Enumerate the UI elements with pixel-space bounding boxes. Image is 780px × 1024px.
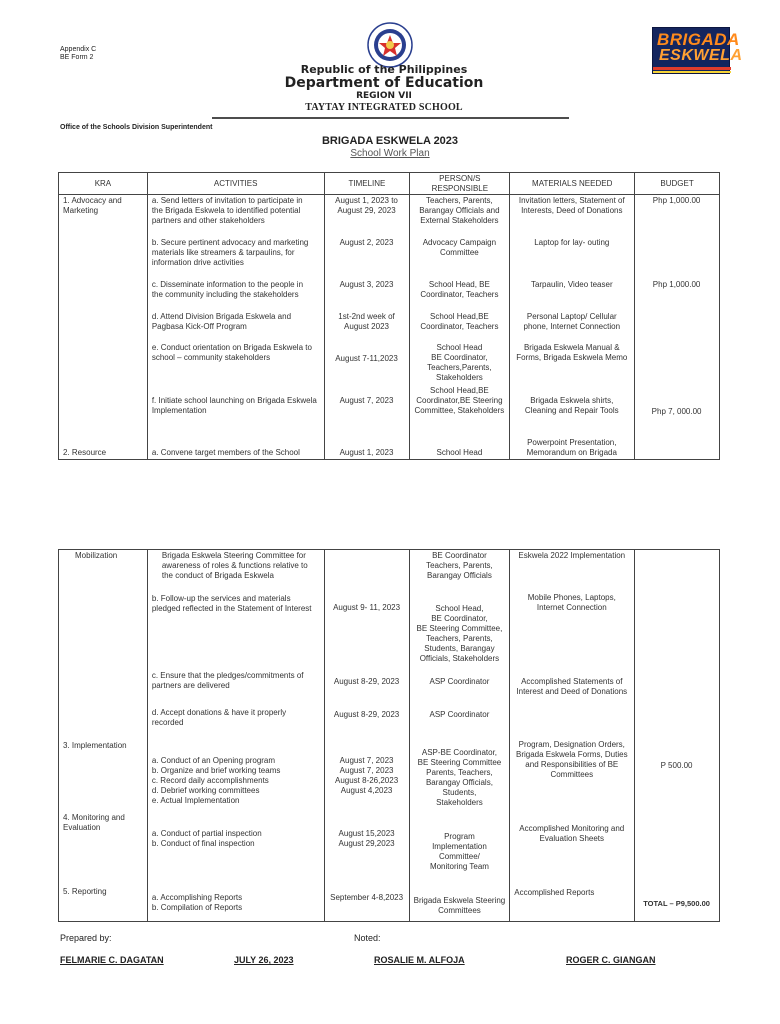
kra-cell bbox=[59, 195, 148, 460]
persons-convene-cont: BE Coordinator Teachers, Parents, Barangay Officials bbox=[426, 551, 493, 580]
budget-advocacy-a: Php 1,000.00 bbox=[652, 196, 701, 205]
materials-b: Laptop for lay- outing bbox=[534, 238, 610, 247]
kra-reporting: 5. Reporting bbox=[63, 887, 107, 896]
budget-cell bbox=[635, 550, 720, 922]
timeline-reporting: September 4-8,2023 bbox=[330, 893, 404, 902]
timeline-b: August 9- 11, 2023 bbox=[333, 603, 401, 612]
persons-e: School Head BE Coordinator, Teachers,Parents, Stakeholders bbox=[427, 343, 492, 382]
materials-cell bbox=[510, 195, 635, 460]
header-divider bbox=[212, 117, 569, 119]
header-republic: Republic of the Philippines bbox=[300, 63, 468, 76]
timeline-d: 1st-2nd week of August 2023 bbox=[338, 312, 395, 331]
kra-monitoring: 4. Monitoring and Evaluation bbox=[63, 813, 125, 832]
col-header-materials: MATERIALS NEEDED bbox=[510, 173, 635, 195]
persons-d: School Head,BE Coordinator, Teachers bbox=[420, 312, 499, 331]
activity-resource-a: a. Convene target members of the School bbox=[151, 448, 300, 457]
activity-a: a. Send letters of invitation to participate in the Brigada Eskwela to identified potential partners and other stakeholders bbox=[151, 196, 303, 225]
kra-implementation: 3. Implementation bbox=[63, 741, 127, 750]
noted-label: Noted: bbox=[354, 933, 381, 943]
persons-c: School Head, BE Coordinator, Teachers bbox=[420, 280, 499, 299]
kra-mobilization: Mobilization bbox=[75, 551, 118, 560]
materials-a: Invitation letters, Statement of Interests, Deed of Donations bbox=[518, 196, 625, 215]
timeline-implementation: August 7, 2023 August 7, 2023 August 8-26,2023 August 4,2023 bbox=[334, 756, 399, 795]
kra-cell bbox=[59, 550, 148, 922]
document-subtitle: School Work Plan bbox=[350, 148, 430, 159]
timeline-cell bbox=[324, 550, 410, 922]
activity-b: b. Secure pertinent advocacy and marketing materials like streamers & tarpaulins, for information drive activities bbox=[151, 238, 309, 267]
budget-implementation: P 500.00 bbox=[660, 761, 693, 770]
kra-advocacy: 1. Advocacy and Marketing bbox=[63, 196, 122, 215]
materials-f: Brigada Eskwela shirts, Cleaning and Repair Tools bbox=[524, 396, 619, 415]
kra-resource: 2. Resource bbox=[63, 448, 107, 457]
persons-f: School Head,BE Coordinator,BE Steering Committee, Stakeholders bbox=[414, 386, 505, 415]
persons-reporting: Brigada Eskwela Steering Committees bbox=[413, 896, 506, 915]
activity-implementation: a. Conduct of an Opening program b. Organize and brief working teams c. Record daily accomplishments d. Debrief working committees e. Actual Implementation bbox=[151, 756, 281, 805]
activity-e: e. Conduct orientation on Brigada Eskwela to school – community stakeholders bbox=[151, 343, 312, 362]
materials-implementation: Program, Designation Orders, Brigada Eskwela Forms, Duties and Responsibilities of BE Committees bbox=[515, 740, 628, 779]
materials-d: Personal Laptop/ Cellular phone, Internet Connection bbox=[523, 312, 621, 331]
materials-resource-a: Powerpoint Presentation, Memorandum on Brigada bbox=[526, 438, 617, 457]
persons-b: School Head, BE Coordinator, BE Steering Committee, Teachers, Parents, Students, Barangay Officials, Stakeholders bbox=[416, 604, 503, 663]
col-header-kra: KRA bbox=[59, 173, 148, 195]
table-row bbox=[59, 195, 720, 460]
activity-monitoring: a. Conduct of partial inspection b. Conduct of final inspection bbox=[151, 829, 262, 848]
deped-seal-icon bbox=[367, 22, 413, 68]
persons-b: Advocacy Campaign Committee bbox=[422, 238, 497, 257]
persons-d: ASP Coordinator bbox=[429, 710, 490, 719]
table-header-row bbox=[59, 173, 720, 195]
persons-cell bbox=[410, 195, 510, 460]
materials-e: Brigada Eskwela Manual & Forms, Brigada Eskwela Memo bbox=[516, 343, 628, 362]
appendix-label bbox=[60, 46, 96, 62]
appendix-line: Appendix C bbox=[60, 46, 97, 53]
timeline-monitoring: August 15,2023 August 29,2023 bbox=[338, 829, 395, 848]
persons-resource-a: School Head bbox=[436, 448, 483, 457]
logo-word-eskwela: ESKWELA bbox=[659, 47, 743, 64]
materials-cell bbox=[510, 550, 635, 922]
header-department: Department of Education bbox=[284, 75, 484, 91]
timeline-c: August 3, 2023 bbox=[339, 280, 394, 289]
activity-d: d. Attend Division Brigada Eskwela and Pagbasa Kick-Off Program bbox=[151, 312, 292, 331]
timeline-d: August 8-29, 2023 bbox=[333, 710, 400, 719]
signatory-noted-2: ROGER C. GIANGAN bbox=[566, 955, 656, 965]
persons-cell bbox=[410, 550, 510, 922]
table-row bbox=[59, 550, 720, 922]
persons-c: ASP Coordinator bbox=[429, 677, 490, 686]
prepared-by-label: Prepared by: bbox=[60, 933, 112, 943]
materials-monitoring: Accomplished Monitoring and Evaluation Sheets bbox=[519, 824, 625, 843]
signature-date: JULY 26, 2023 bbox=[234, 955, 294, 965]
signatory-preparer: FELMARIE C. DAGATAN bbox=[60, 955, 164, 965]
timeline-e: August 7-11,2023 bbox=[335, 354, 398, 363]
work-plan-table-page2 bbox=[58, 549, 720, 922]
materials-reporting: Accomplished Reports bbox=[514, 888, 595, 897]
materials-c: Tarpaulin, Video teaser bbox=[530, 280, 613, 289]
activity-convene-cont: Brigada Eskwela Steering Committee for awareness of roles & functions relative to the conduct of Brigada Eskwela bbox=[161, 551, 308, 580]
materials-c: Accomplished Statements of Interest and Deed of Donations bbox=[516, 677, 628, 696]
header-school: TAYTAY INTEGRATED SCHOOL bbox=[305, 102, 463, 113]
timeline-b: August 2, 2023 bbox=[339, 238, 394, 247]
activity-reporting: a. Accomplishing Reports b. Compilation of Reports bbox=[151, 893, 243, 912]
persons-a: Teachers, Parents, Barangay Officials and External Stakeholders bbox=[419, 196, 500, 225]
persons-implementation: ASP-BE Coordinator, BE Steering Committee Parents, Teachers, Barangay Officials, Students, Stakeholders bbox=[417, 748, 502, 807]
materials-convene-cont: Eskwela 2022 Implementation bbox=[518, 551, 626, 560]
office-label: Office of the Schools Division Superintendent bbox=[60, 124, 213, 131]
col-header-persons: PERSON/S RESPONSIBLE bbox=[410, 173, 510, 195]
budget-cell bbox=[635, 195, 720, 460]
timeline-c: August 8-29, 2023 bbox=[333, 677, 400, 686]
budget-advocacy-c: Php 1,000.00 bbox=[652, 280, 701, 289]
persons-monitoring: Program Implementation Committee/ Monitoring Team bbox=[429, 832, 489, 871]
signatory-noted-1: ROSALIE M. ALFOJA bbox=[374, 955, 465, 965]
timeline-f: August 7, 2023 bbox=[339, 396, 394, 405]
timeline-cell bbox=[324, 195, 410, 460]
budget-advocacy-f: Php 7, 000.00 bbox=[651, 407, 702, 416]
activity-c: c. Ensure that the pledges/commitments of partners are delivered bbox=[151, 671, 304, 690]
logo-word-brigada: BRIGADA bbox=[657, 30, 740, 49]
activity-d: d. Accept donations & have it properly recorded bbox=[151, 708, 287, 727]
budget-total: TOTAL – P9,500.00 bbox=[643, 899, 710, 908]
activity-b: b. Follow-up the services and materials pledged reflected in the Statement of Interest bbox=[151, 594, 312, 613]
activity-f: f. Initiate school launching on Brigada Eskwela Implementation bbox=[151, 396, 317, 415]
col-header-budget: BUDGET bbox=[635, 173, 720, 195]
timeline-a: August 1, 2023 to August 29, 2023 bbox=[335, 196, 398, 215]
col-header-timeline: TIMELINE bbox=[324, 173, 410, 195]
col-header-activities: ACTIVITIES bbox=[147, 173, 324, 195]
materials-b: Mobile Phones, Laptops, Internet Connection bbox=[527, 593, 616, 612]
timeline-resource-a: August 1, 2023 bbox=[339, 448, 394, 457]
activity-c: c. Disseminate information to the people in the community including the stakeholders bbox=[151, 280, 304, 299]
activities-cell bbox=[147, 550, 324, 922]
activities-cell bbox=[147, 195, 324, 460]
work-plan-table-page1 bbox=[58, 172, 720, 460]
document-title: BRIGADA ESKWELA 2023 bbox=[321, 135, 459, 147]
appendix-form-line: BE Form 2 bbox=[60, 54, 94, 61]
header-region: REGION VII bbox=[356, 91, 412, 101]
